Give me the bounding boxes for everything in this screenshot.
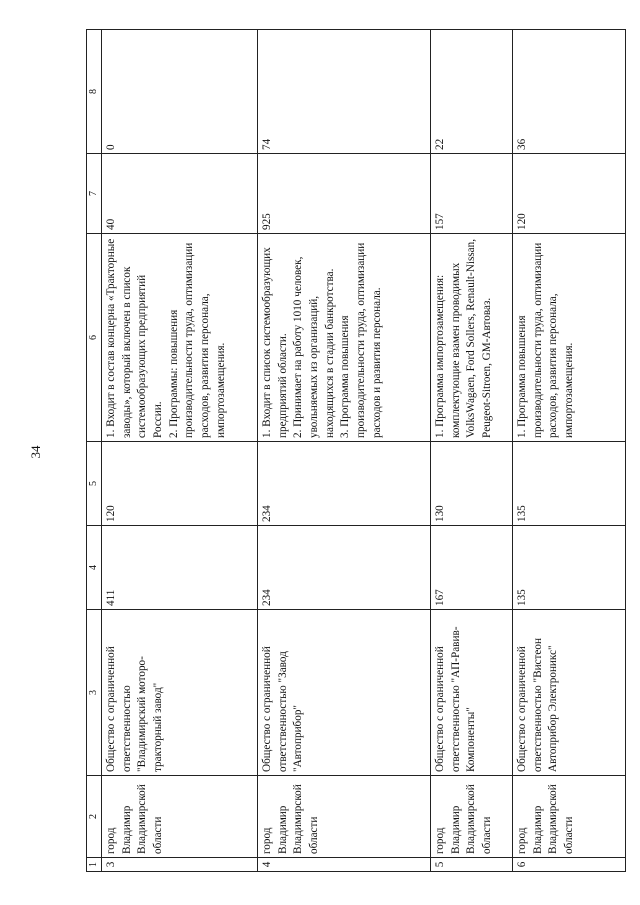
value-cell-col8: 36: [513, 30, 626, 154]
row-number: 4: [258, 858, 431, 872]
rotated-table-container: [86, 30, 626, 872]
value-cell-col4: 411: [102, 526, 258, 610]
column-number: 7: [87, 154, 102, 234]
value-cell-col4: 167: [431, 526, 513, 610]
notes-cell: [258, 234, 431, 442]
value-cell-col7: 157: [431, 154, 513, 234]
column-number: 6: [87, 234, 102, 442]
value-cell-col7: 40: [102, 154, 258, 234]
column-number: 8: [87, 30, 102, 154]
value-cell-col5: 130: [431, 442, 513, 526]
value-cell-col7: 925: [258, 154, 431, 234]
value-cell-col8: 22: [431, 30, 513, 154]
notes-cell: [102, 234, 258, 442]
note-line: 2. Программы: повышения производительности труда, оптимизации расходов, развития персонала, импортозамещения.: [167, 242, 227, 438]
value-cell-col4: 234: [258, 526, 431, 610]
note-line: 1. Входит в состав концерна «Тракторные заводы», который включен в список системообразующих предприятий России.: [105, 238, 165, 438]
value-cell-col8: 0: [102, 30, 258, 154]
column-number: 1: [87, 858, 102, 872]
notes-cell: [513, 234, 626, 442]
column-number-row: [87, 30, 102, 872]
organization-cell: Общество с ограниченной ответственностью "Вистеон Автоприбор Электроникс": [513, 610, 626, 776]
location-cell: город Владимир Владимирской области: [102, 776, 258, 858]
row-number: 5: [431, 858, 513, 872]
row-number: 6: [513, 858, 626, 872]
location-cell: город Владимир Владимирской области: [258, 776, 431, 858]
value-cell-col8: 74: [258, 30, 431, 154]
organization-cell: Общество с ограниченной ответственностью "АП-Равив-Компоненты": [431, 610, 513, 776]
table-row: [258, 30, 431, 872]
column-number: 2: [87, 776, 102, 858]
column-number: 3: [87, 610, 102, 776]
organization-cell: Общество с ограниченной ответственностью "Владимирский моторо-тракторный завод": [102, 610, 258, 776]
note-line: 1. Программа повышения производительности труда, оптимизации расходов, развития персонала, импортозамещения.: [516, 242, 576, 438]
column-number: 5: [87, 442, 102, 526]
table-row: [102, 30, 258, 872]
note-line: 3. Программа повышения производительности труда, оптимизации расходов и развития персонала.: [339, 242, 383, 438]
table-row: [513, 30, 626, 872]
notes-cell: [431, 234, 513, 442]
value-cell-col5: 120: [102, 442, 258, 526]
page-number: 34: [28, 445, 43, 459]
location-cell: город Владимир Владимирской области: [513, 776, 626, 858]
value-cell-col5: 135: [513, 442, 626, 526]
organization-cell: Общество с ограниченной ответственностью "Завод "Автоприбор": [258, 610, 431, 776]
table-row: [431, 30, 513, 872]
value-cell-col7: 120: [513, 154, 626, 234]
location-cell: город Владимир Владимирской области: [431, 776, 513, 858]
value-cell-col4: 135: [513, 526, 626, 610]
column-number: 4: [87, 526, 102, 610]
note-line: 1. Входит в список системообразующих предприятий области.: [261, 247, 289, 438]
note-line: 1. Программа импортозамещения: комплектующие взамен проводимых VolksWagaen, Ford Sollers, Renault-Nissan, Peugeot-Sitroen, GM-Автоваз.: [434, 238, 494, 438]
data-table: [86, 29, 626, 872]
note-line: 2. Принимает на работу 1010 человек, увольняемых из организаций, находящихся в стадии банкротства.: [292, 256, 336, 438]
row-number: 3: [102, 858, 258, 872]
value-cell-col5: 234: [258, 442, 431, 526]
